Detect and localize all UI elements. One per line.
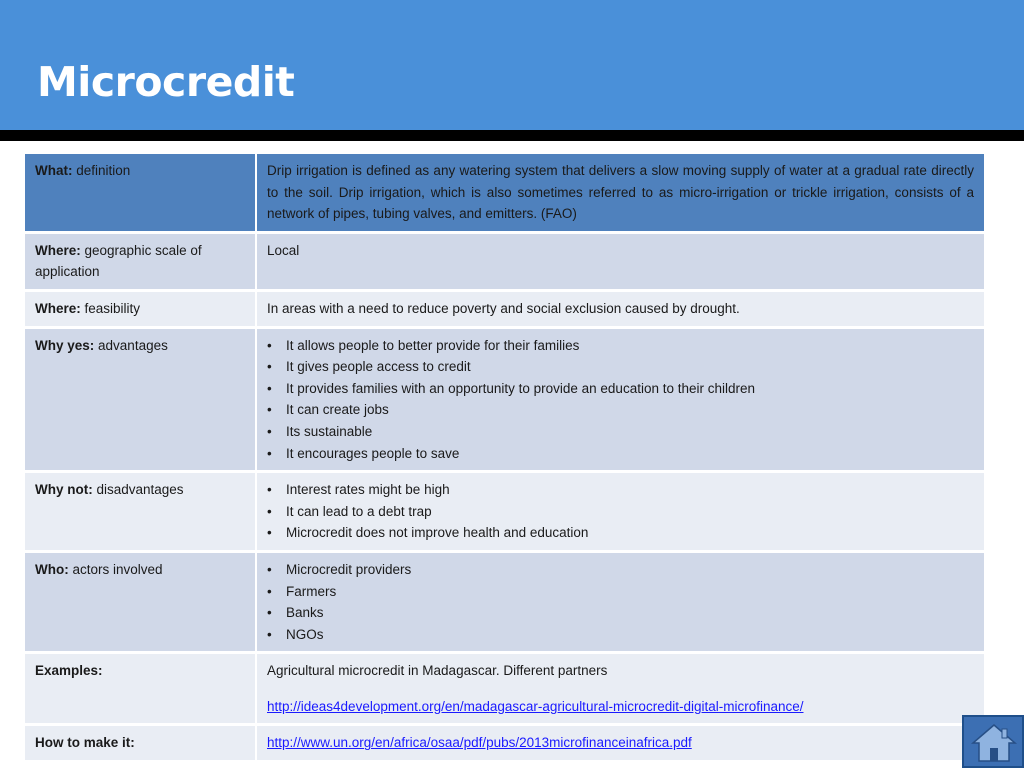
table-row-actors [25, 553, 984, 651]
list-item: • Banks [267, 602, 974, 624]
row-label: Who: actors involved [25, 553, 257, 651]
row-content: Local [257, 234, 984, 289]
title-banner [0, 0, 1024, 130]
advantages-list [267, 335, 974, 465]
list-item: • It can create jobs [267, 399, 974, 421]
examples-text: Agricultural microcredit in Madagascar. Different partners [267, 663, 608, 679]
table-row-examples [25, 654, 984, 723]
list-item: • It allows people to better provide for their families [267, 335, 974, 357]
table-row-scale [25, 234, 984, 289]
row-content [257, 473, 984, 550]
spacer [267, 682, 974, 696]
row-label: Why not: disadvantages [25, 473, 257, 550]
home-icon [970, 721, 1018, 765]
row-label: How to make it: [25, 726, 257, 760]
examples-link[interactable]: http://ideas4development.org/en/madagascar-agricultural-microcredit-digital-microfinance/ [267, 698, 804, 714]
table-row-what [25, 154, 984, 231]
home-button[interactable] [962, 715, 1024, 768]
row-content [257, 726, 984, 760]
table-row-how [25, 726, 984, 760]
row-label: Where: feasibility [25, 292, 257, 326]
list-item: • Farmers [267, 581, 974, 603]
list-item: • It gives people access to credit [267, 356, 974, 378]
row-content [257, 553, 984, 651]
list-item: • It can lead to a debt trap [267, 501, 974, 523]
table-row-advantages [25, 329, 984, 471]
actors-list [267, 559, 974, 645]
row-label: Why yes: advantages [25, 329, 257, 471]
row-label: Examples: [25, 654, 257, 723]
row-content: Drip irrigation is defined as any watering system that delivers a slow moving supply of water at a gradual rate directly to the soil. Drip irrigation, which is also sometimes referred to as micro-irrigation or trickle irrigation, consists of a network of pipes, tubing valves, and emitters. (FAO) [257, 154, 984, 231]
table-row-feasibility [25, 292, 984, 326]
row-label: What: definition [25, 154, 257, 231]
table-row-disadvantages [25, 473, 984, 550]
info-table [25, 151, 984, 763]
how-to-link[interactable]: http://www.un.org/en/africa/osaa/pdf/pubs/2013microfinanceinafrica.pdf [267, 735, 692, 751]
disadvantages-list [267, 479, 974, 544]
page-title: Microcredit [37, 58, 295, 106]
row-content [257, 329, 984, 471]
list-item: • Its sustainable [267, 421, 974, 443]
list-item: • Microcredit providers [267, 559, 974, 581]
list-item: • NGOs [267, 624, 974, 646]
list-item: • Interest rates might be high [267, 479, 974, 501]
row-content: In areas with a need to reduce poverty and social exclusion caused by drought. [257, 292, 984, 326]
row-label: Where: geographic scale of application [25, 234, 257, 289]
list-item: • It provides families with an opportunity to provide an education to their children [267, 378, 974, 400]
list-item: • Microcredit does not improve health and education [267, 522, 974, 544]
list-item: • It encourages people to save [267, 443, 974, 465]
row-content [257, 654, 984, 723]
title-divider [0, 130, 1024, 141]
